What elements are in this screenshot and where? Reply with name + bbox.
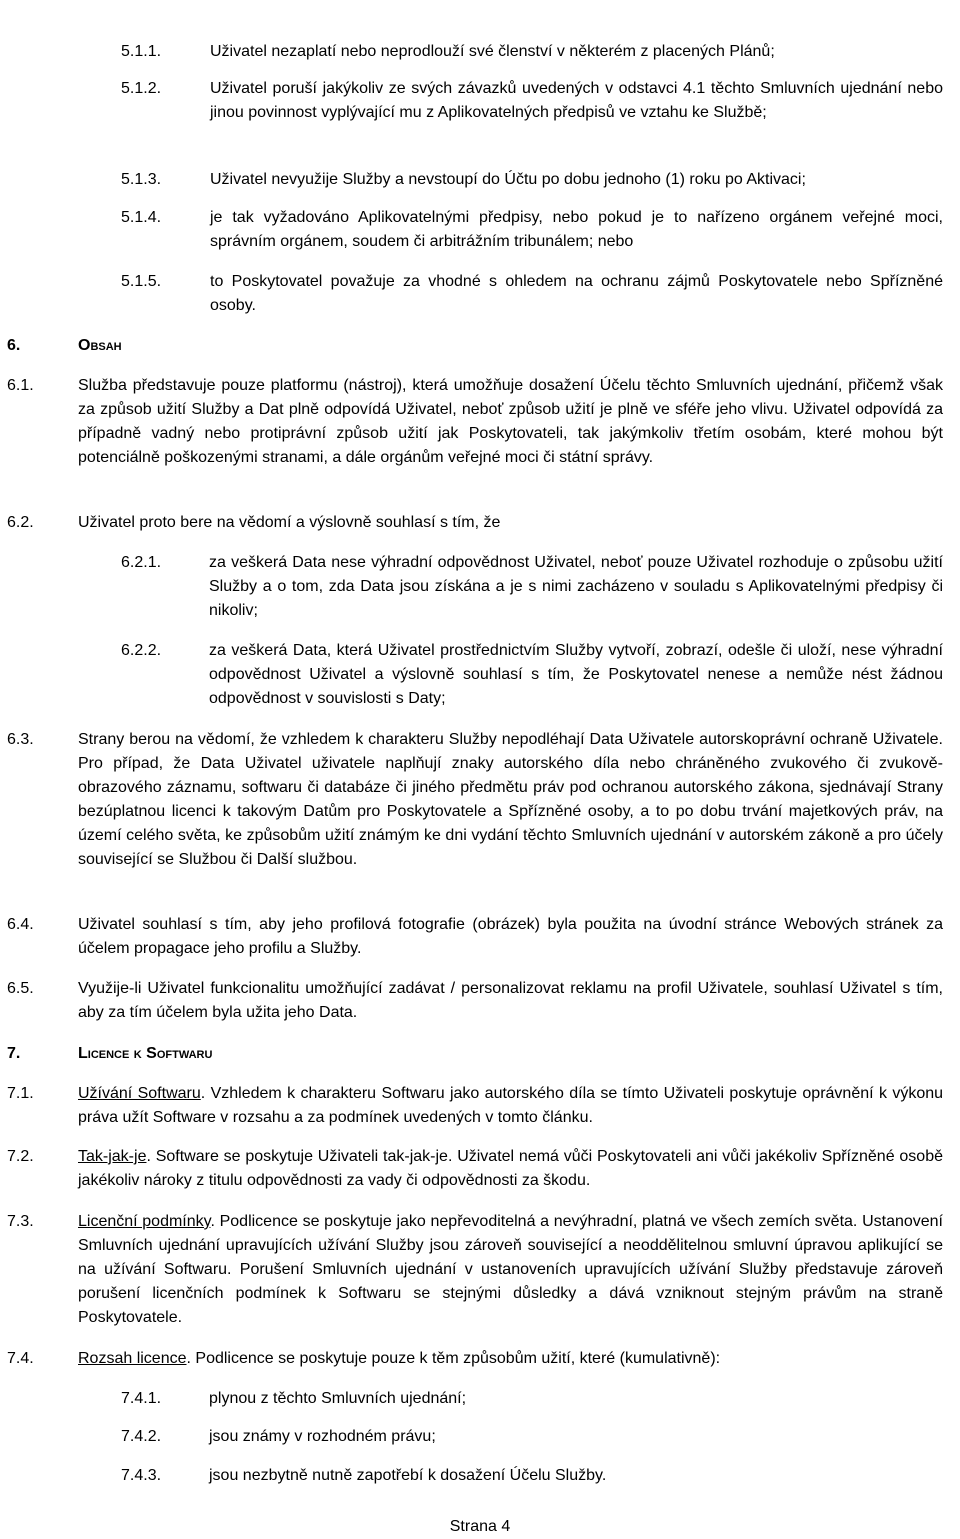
clause-text: jsou známy v rozhodném právu; xyxy=(209,1428,436,1445)
clause-label: Užívání Softwaru xyxy=(78,1085,201,1102)
clause-7-4 xyxy=(7,1347,943,1371)
clause-number: 7.3. xyxy=(7,1213,34,1230)
clause-number: 6.4. xyxy=(7,916,34,933)
clause-number: 5.1.2. xyxy=(121,80,162,97)
section-7-heading xyxy=(7,1042,407,1066)
clause-6-5 xyxy=(7,977,943,1025)
clause-label: Licenční podmínky xyxy=(78,1213,211,1230)
clause-7-4-3 xyxy=(121,1464,943,1488)
clause-5-1-3 xyxy=(121,168,943,192)
clause-number: 5.1.1. xyxy=(121,43,162,60)
clause-number: 7.1. xyxy=(7,1085,34,1102)
clause-text: to Poskytovatel považuje za vhodné s ohledem na ochranu zájmů Poskytovatele nebo Spřízněné osoby. xyxy=(210,273,943,314)
clause-5-1-2 xyxy=(121,77,943,125)
clause-text: . Software se poskytuje Uživateli tak-jak-je. Uživatel nemá vůči Poskytovateli ani vůči jakékoliv Spřízněné osobě jakékoliv nároky z titulu odpovědnosti za vady či odpovědnosti za škodu. xyxy=(78,1148,943,1189)
clause-text: za veškerá Data, která Uživatel prostřednictvím Služby vytvoří, zobrazí, odešle či uloží, nese výhradní odpovědnost Uživatel a výslovně souhlasí s tím, že Poskytovatel nenese a nemůže nést žádnou odpovědnost v souvislosti s Daty; xyxy=(209,642,943,707)
clause-text: za veškerá Data nese výhradní odpovědnost Uživatel, neboť pouze Uživatel rozhoduje o způsobu užití Služby a o tom, zda Data jsou získána a je s nimi zacházeno v souladu s Aplikovatelnými předpisy či nikoliv; xyxy=(209,554,943,619)
clause-6-1 xyxy=(7,374,943,470)
clause-label: Rozsah licence xyxy=(78,1350,187,1367)
section-6-heading xyxy=(7,334,307,358)
clause-number: 7.4.2. xyxy=(121,1428,162,1445)
clause-number: 5.1.4. xyxy=(121,209,162,226)
clause-7-3 xyxy=(7,1210,943,1330)
clause-text: Využije-li Uživatel funkcionalitu umožňující zadávat / personalizovat reklamu na profil Uživatele, souhlasí Uživatel s tím, aby za tím účelem byla užita jeho Data. xyxy=(78,980,943,1021)
clause-text: Strany berou na vědomí, že vzhledem k charakteru Služby nepodléhají Data Uživatele autorskoprávní ochraně Uživatele. Pro případ, že Data Uživatel uživatele naplňují znaky autorského díla nebo chráněného zvukového či zvukově-obrazového záznamu, softwaru či databáze či jiného předmětu práv pod ochranou autorského zákona, sjednávají Strany bezúplatnou licenci k takovým Datům pro Poskytovatele a Spřízněné osoby, a to po dobu trvání majetkových práv, na území celého světa, ke způsobům užití známým ke dni vydání těchto Smluvních ujednání v autorském zákoně a pro účely související se Službou či Další službou. xyxy=(78,731,943,868)
clause-number: 6.3. xyxy=(7,731,34,748)
clause-number: 6.5. xyxy=(7,980,34,997)
clause-number: 6.2.1. xyxy=(121,554,162,571)
clause-label: Tak-jak-je xyxy=(78,1148,147,1165)
clause-number: 7.2. xyxy=(7,1148,34,1165)
clause-number: 7.4.3. xyxy=(121,1467,162,1484)
section-number: 6. xyxy=(7,337,21,354)
clause-5-1-5 xyxy=(121,270,943,318)
clause-text: Uživatel nevyužije Služby a nevstoupí do Účtu po dobu jednoho (1) roku po Aktivaci; xyxy=(210,171,806,188)
clause-text: Uživatel poruší jakýkoliv ze svých závazků uvedených v odstavci 4.1 těchto Smluvních ujednání nebo jinou povinnost vyplývající mu z Aplikovatelných předpisů ve vztahu ke Službě; xyxy=(210,80,943,121)
clause-5-1-1 xyxy=(121,40,943,64)
clause-text: plynou z těchto Smluvních ujednání; xyxy=(209,1390,467,1407)
clause-text: . Podlicence se poskytuje jako nepřevoditelná a nevýhradní, platná ve všech zemích světa. Ustanovení Smluvních ujednání upravujících užívání Služby jsou zároveň související a neoddělitelnou smluvní úpravou aplikující se na užívání Softwaru. Porušení Smluvních ujednání v ustanoveních upravujících užívání Služby představuje zároveň porušení licenčních podmínek k Softwaru se stejnými důsledky a dává vzniknout stejným právům na straně Poskytovatele. xyxy=(78,1213,944,1326)
clause-text: Služba představuje pouze platformu (nástroj), která umožňuje dosažení Účelu těchto Smluvních ujednání, přičemž však za způsob užití Služby a Dat plně odpovídá Uživatel, neboť způsob užití je plně ve sféře jeho vlivu. Uživatel odpovídá za případně vadný nebo protiprávní způsob užití jak Poskytovateli, tak jakýmkoliv třetím osobám, které mohou být potenciálně poškozenými stranami, a dále orgánům veřejné moci či státní správy. xyxy=(78,377,943,466)
section-title: Licence k Softwaru xyxy=(78,1045,213,1062)
clause-text: . Vzhledem k charakteru Softwaru jako autorského díla se tímto Uživateli poskytuje oprávnění k výkonu práva užít Software v rozsahu a za podmínek uvedených v tomto článku. xyxy=(78,1085,944,1126)
clause-text: . Podlicence se poskytuje pouze k těm způsobům užití, které (kumulativně): xyxy=(186,1350,721,1367)
clause-number: 5.1.5. xyxy=(121,273,162,290)
clause-7-4-1 xyxy=(121,1387,943,1411)
clause-text: Uživatel proto bere na vědomí a výslovně souhlasí s tím, že xyxy=(78,514,501,531)
clause-text: Uživatel nezaplatí nebo neprodlouží své členství v některém z placených Plánů; xyxy=(210,43,775,60)
clause-6-2-2 xyxy=(121,639,943,711)
section-title: Obsah xyxy=(78,337,122,354)
clause-text: Uživatel souhlasí s tím, aby jeho profilová fotografie (obrázek) byla použita na úvodní stránce Webových stránek za účelem propagace jeho profilu a Služby. xyxy=(78,916,943,957)
page-footer xyxy=(0,1515,960,1539)
clause-number: 6.2.2. xyxy=(121,642,162,659)
clause-7-4-2 xyxy=(121,1425,943,1449)
clause-number: 6.1. xyxy=(7,377,34,394)
clause-number: 5.1.3. xyxy=(121,171,162,188)
clause-text: jsou nezbytně nutně zapotřebí k dosažení Účelu Služby. xyxy=(209,1467,607,1484)
clause-number: 7.4. xyxy=(7,1350,34,1367)
clause-number: 7.4.1. xyxy=(121,1390,162,1407)
clause-6-4 xyxy=(7,913,943,961)
clause-6-3 xyxy=(7,728,943,872)
clause-text: je tak vyžadováno Aplikovatelnými předpisy, nebo pokud je to nařízeno orgánem veřejné moci, správním orgánem, soudem či arbitrážním tribunálem; nebo xyxy=(210,209,943,250)
clause-6-2 xyxy=(7,511,943,535)
page-number: Strana 4 xyxy=(449,1518,511,1535)
clause-5-1-4 xyxy=(121,206,943,254)
clause-number: 6.2. xyxy=(7,514,34,531)
clause-6-2-1 xyxy=(121,551,943,623)
clause-7-2 xyxy=(7,1145,943,1193)
section-number: 7. xyxy=(7,1045,21,1062)
clause-7-1 xyxy=(7,1082,943,1130)
